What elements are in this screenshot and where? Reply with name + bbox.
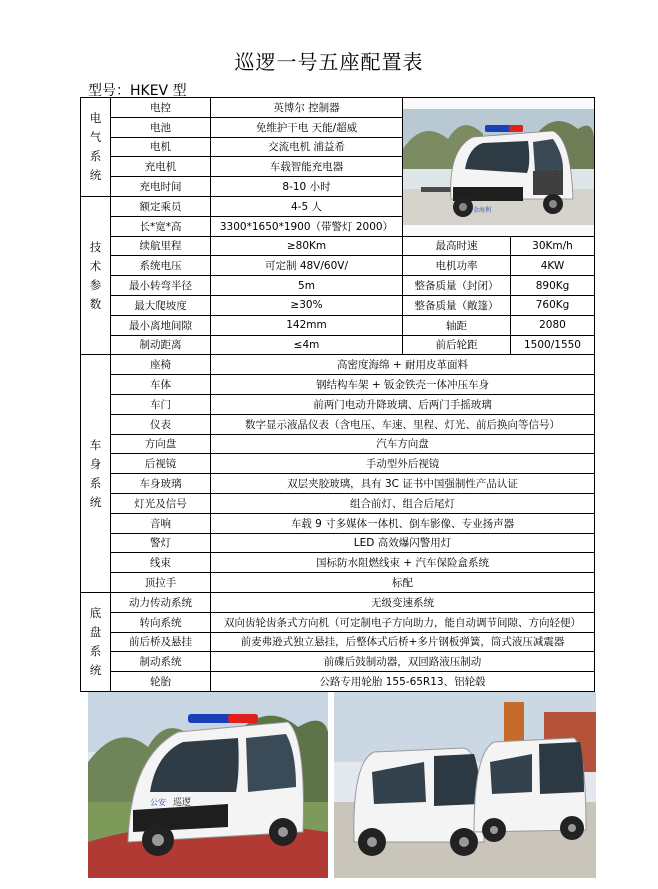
row-value: ≥80Km xyxy=(211,236,403,256)
row-label: 电机 xyxy=(111,137,211,157)
row-label: 转向系统 xyxy=(111,612,211,632)
table-row xyxy=(81,493,595,513)
table-row xyxy=(81,513,595,533)
table-row xyxy=(81,394,595,414)
table-row xyxy=(81,454,595,474)
row-value: 8-10 小时 xyxy=(211,177,403,197)
row-label: 电机功率 xyxy=(403,256,511,276)
row-label: 电控 xyxy=(111,98,211,118)
row-label: 灯光及信号 xyxy=(111,493,211,513)
row-label: 后视镜 xyxy=(111,454,211,474)
row-label: 系统电压 xyxy=(111,256,211,276)
row-label: 充电机 xyxy=(111,157,211,177)
row-label: 轴距 xyxy=(403,315,511,335)
row-value: 国标防水阻燃线束 + 汽车保险盒系统 xyxy=(211,553,595,573)
row-value: 组合前灯、组合后尾灯 xyxy=(211,493,595,513)
group-char: 技 xyxy=(89,239,102,254)
row-value: 交流电机 浦益希 xyxy=(211,137,403,157)
table-row xyxy=(81,315,595,335)
row-value: 钢结构车架 + 钣金铁壳一体冲压车身 xyxy=(211,375,595,395)
table-row xyxy=(81,256,595,276)
row-value: 4KW xyxy=(511,256,595,276)
row-label: 顶拉手 xyxy=(111,573,211,593)
row-value: 142mm xyxy=(211,315,403,335)
row-label: 车身玻璃 xyxy=(111,474,211,494)
row-value: 双层夹胶玻璃，具有 3C 证书中国强制性产品认证 xyxy=(211,474,595,494)
table-row xyxy=(81,573,595,593)
row-label: 座椅 xyxy=(111,355,211,375)
table-row xyxy=(81,474,595,494)
row-label: 制动距离 xyxy=(111,335,211,355)
patrol-car-photo-side xyxy=(88,692,328,878)
table-row xyxy=(81,612,595,632)
group-char: 统 xyxy=(89,494,102,509)
group-char: 车 xyxy=(89,437,102,452)
row-value: 前碟后鼓制动器，双回路液压制动 xyxy=(211,652,595,672)
group-char: 气 xyxy=(89,129,102,144)
row-label: 最小转弯半径 xyxy=(111,276,211,296)
group-char: 系 xyxy=(89,148,102,163)
row-value: 30Km/h xyxy=(511,236,595,256)
table-row xyxy=(81,434,595,454)
row-label: 警灯 xyxy=(111,533,211,553)
table-row xyxy=(81,276,595,296)
row-value: 3300*1650*1900（带警灯 2000） xyxy=(211,216,403,236)
row-label: 整备质量（封闭） xyxy=(403,276,511,296)
row-label: 动力传动系统 xyxy=(111,592,211,612)
row-label: 车体 xyxy=(111,375,211,395)
row-value: 760Kg xyxy=(511,295,595,315)
row-value: 数字显示液晶仪表（含电压、车速、里程、灯光、前后换向等信号） xyxy=(211,414,595,434)
row-label: 充电时间 xyxy=(111,177,211,197)
group-char: 系 xyxy=(89,475,102,490)
group-char: 统 xyxy=(89,662,102,677)
group-body xyxy=(81,355,111,593)
group-char: 统 xyxy=(89,167,102,182)
row-value: 免维护干电 天能/超威 xyxy=(211,117,403,137)
car-side-text-2: 巡逻 xyxy=(173,798,192,808)
row-label: 电池 xyxy=(111,117,211,137)
group-electric xyxy=(81,98,111,197)
group-char: 身 xyxy=(89,456,102,471)
table-row xyxy=(81,672,595,692)
row-label: 前后轮距 xyxy=(403,335,511,355)
model-label: 型号：HKEV 型 xyxy=(88,83,187,99)
row-value: 可定制 48V/60V/ xyxy=(211,256,403,276)
page-title: 巡逻一号五座配置表 xyxy=(234,50,424,74)
row-label: 最小离地间隙 xyxy=(111,315,211,335)
group-char: 术 xyxy=(89,258,102,273)
group-char: 底 xyxy=(89,605,102,620)
table-row xyxy=(81,553,595,573)
row-value: 公路专用轮胎 155-65R13、铝轮毂 xyxy=(211,672,595,692)
group-char: 数 xyxy=(89,296,102,311)
row-value: 车载 9 寸多媒体一体机、倒车影像、专业扬声器 xyxy=(211,513,595,533)
table-row xyxy=(81,295,595,315)
row-value: ≤4m xyxy=(211,335,403,355)
car-side-text-1: 公安 xyxy=(150,798,166,807)
row-label: 最大爬坡度 xyxy=(111,295,211,315)
table-row xyxy=(81,98,595,118)
row-value: 890Kg xyxy=(511,276,595,296)
row-label: 整备质量（敞篷） xyxy=(403,295,511,315)
group-char: 电 xyxy=(89,110,102,125)
table-row xyxy=(81,335,595,355)
table-row xyxy=(81,592,595,612)
row-value: 车载智能充电器 xyxy=(211,157,403,177)
row-value: 4-5 人 xyxy=(211,196,403,216)
table-row xyxy=(81,414,595,434)
row-value: 双向齿轮齿条式方向机（可定制电子方向助力，能自动调节间隙、方向轻便） xyxy=(211,612,595,632)
table-row xyxy=(81,533,595,553)
patrol-car-photo-rear xyxy=(334,692,596,878)
patrol-car-photo-front xyxy=(403,109,594,225)
row-value: 1500/1550 xyxy=(511,335,595,355)
group-char: 系 xyxy=(89,643,102,658)
photo-cell xyxy=(403,98,595,237)
table-row xyxy=(81,355,595,375)
row-label: 轮胎 xyxy=(111,672,211,692)
car-door-logo: 金海利 xyxy=(473,206,492,214)
row-label: 前后桥及悬挂 xyxy=(111,632,211,652)
group-char: 参 xyxy=(89,277,102,292)
row-label: 续航里程 xyxy=(111,236,211,256)
table-row xyxy=(81,375,595,395)
row-label: 制动系统 xyxy=(111,652,211,672)
table-row xyxy=(81,652,595,672)
row-label: 车门 xyxy=(111,394,211,414)
group-char: 盘 xyxy=(89,624,102,639)
row-label: 方向盘 xyxy=(111,434,211,454)
row-label: 额定乘员 xyxy=(111,196,211,216)
row-value: 汽车方向盘 xyxy=(211,434,595,454)
row-value: 英博尔 控制器 xyxy=(211,98,403,118)
row-value: 5m xyxy=(211,276,403,296)
row-value: 无级变速系统 xyxy=(211,592,595,612)
table-row xyxy=(81,632,595,652)
group-tech xyxy=(81,196,111,354)
row-label: 仪表 xyxy=(111,414,211,434)
row-value: 前两门电动升降玻璃、后两门手摇玻璃 xyxy=(211,394,595,414)
group-chassis xyxy=(81,592,111,691)
row-label: 音响 xyxy=(111,513,211,533)
row-value: 高密度海绵 + 耐用皮革面料 xyxy=(211,355,595,375)
row-value: ≥30% xyxy=(211,295,403,315)
row-label: 长*宽*高 xyxy=(111,216,211,236)
table-row xyxy=(81,236,595,256)
row-value: LED 高效爆闪警用灯 xyxy=(211,533,595,553)
spec-table xyxy=(80,97,595,692)
row-label: 最高时速 xyxy=(403,236,511,256)
row-value: 前麦弗逊式独立悬挂，后整体式后桥+多片钢板弹簧，筒式液压减震器 xyxy=(211,632,595,652)
row-value: 2080 xyxy=(511,315,595,335)
row-value: 手动型外后视镜 xyxy=(211,454,595,474)
row-label: 线束 xyxy=(111,553,211,573)
row-value: 标配 xyxy=(211,573,595,593)
